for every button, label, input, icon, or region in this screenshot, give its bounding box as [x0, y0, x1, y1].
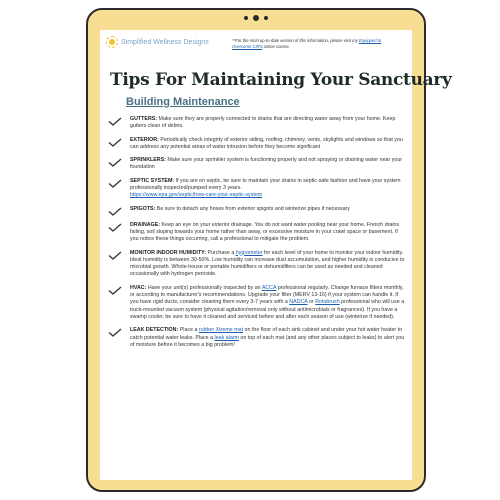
- check-icon: [108, 251, 122, 260]
- list-item: [100, 178, 412, 200]
- page-header: [100, 30, 412, 64]
- note-suffix: online course.: [262, 44, 290, 49]
- document-page: [100, 30, 452, 480]
- list-item: [100, 137, 412, 152]
- hygrometer-link[interactable]: hygrometer: [235, 249, 263, 256]
- note-prefix: **For the most up-to-date version of this information, please visit my: [232, 38, 359, 43]
- item-text: Keep an eye on your exterior drainage. You do not want water pooling near your home, French drains failing, soil sloping towards your home rather than away, or excessive moisture in your crawl space or basement. If you notice these things occurring, call a professional to mitigate the problem.: [130, 221, 400, 243]
- check-icon: [108, 286, 122, 295]
- camera-lens-icon: [253, 15, 259, 21]
- check-icon: [108, 207, 122, 216]
- brand-name: Simplified Wellness Designs: [121, 38, 209, 46]
- item-label: SEPTIC SYSTEM:: [130, 177, 175, 184]
- list-item: MONITOR INDOOR HUMIDITY: Purchase a hygrometer for each level of your home to monitor your indoor humidity. Ideal humidity is between 30-50%. Low humidity can increase dust accumulation, and higher humidity is conducive to microbial growth. Whole-house or portable humidifiers or dehumidifiers can be used as needed and cleaned occasionally with hydrogen peroxide.: [100, 250, 412, 279]
- item-label: GUTTERS:: [130, 116, 158, 122]
- item-label: EXTERIOR:: [130, 136, 159, 143]
- check-icon: [108, 117, 122, 126]
- tips-list: [100, 116, 412, 349]
- list-item: [100, 157, 412, 172]
- nadca-link[interactable]: NADCA: [289, 299, 308, 306]
- list-item: [100, 222, 412, 244]
- item-label: SPIGOTS:: [130, 205, 156, 212]
- check-icon: [108, 179, 122, 188]
- course-link-1[interactable]: Equipped to: [358, 38, 382, 43]
- list-item: LEAK DETECTION: Place a rubber Xtreme mat on the floor of each sink cabinet and under your hot water heater to catch potential water leaks. Place a leak alarm on top of each mat (and any other places subject to leaks) to alert you of moisture before it becomes a big problem!: [100, 327, 412, 349]
- camera-dot-icon: [264, 16, 268, 20]
- item-text: Periodically check integrity of exterior siding, roofing, chimney, vents, skylights and windows so that you can address any potential areas of water intrusion before they become significant: [130, 136, 403, 150]
- check-icon: [108, 328, 122, 337]
- section-heading: Building Maintenance: [126, 96, 240, 108]
- camera-dot-icon: [244, 16, 248, 20]
- list-item: [100, 206, 412, 216]
- item-label: HVAC:: [130, 284, 147, 291]
- acca-link[interactable]: ACCA: [261, 284, 277, 291]
- course-link-2[interactable]: Overcome CIRS: [232, 44, 263, 49]
- item-text: If you are on septic, be sure to maintain your drains in septic-safe fashion and have your system professionally inspected/pumped every 3 years.: [130, 177, 401, 192]
- check-icon: [108, 158, 122, 167]
- page-title: Tips For Maintaining Your Sanctuary: [110, 70, 452, 90]
- item-text: Make sure they are properly connected to drains that are directing water away from your home. Keep gutters clean of debris.: [130, 116, 396, 130]
- camera-dots: [244, 15, 268, 21]
- check-icon: [108, 138, 122, 147]
- update-note: [232, 38, 412, 50]
- sun-icon: [106, 36, 118, 48]
- septic-link[interactable]: https://www.epa.gov/septic/how-care-your-septic-system: [130, 192, 263, 199]
- tablet-frame: [86, 8, 452, 492]
- list-item: [100, 116, 412, 131]
- list-item: HVAC: Have your unit(s) professionally inspected by an ACCA professional regularly. Change furnace filters monthly, or according to manufacturer's recommendations. Upgrade your filter (MERV 13-16) if your system can handle it. If you have rigid ducts, consider cleaning them every 3-7 years with a NADCA or Rotobrush professional who will use a truck-mounted vacuum system (physical agitation/removal only without antimicrobials or fragrances). If you have a swamp cooler, be sure to have it cleaned and serviced before and after each season of use (winterize if needed).: [100, 285, 412, 321]
- xtreme-mat-link[interactable]: rubber Xtreme mat: [198, 327, 244, 334]
- brand-logo: [106, 36, 209, 48]
- item-label: SPRINKLERS:: [130, 157, 166, 164]
- item-label: DRAINAGE:: [130, 221, 161, 228]
- item-label: MONITOR INDOOR HUMIDITY:: [130, 249, 207, 256]
- check-icon: [108, 223, 122, 232]
- rotobrush-link[interactable]: Rotobrush: [315, 299, 340, 306]
- item-text: Be sure to detach any hoses from exterior spigots and winterize pipes if necessary: [155, 205, 350, 212]
- item-label: LEAK DETECTION:: [130, 327, 179, 334]
- item-text: Make sure your sprinkler system is functioning properly and not spraying or draining water near your foundation: [130, 157, 403, 171]
- leak-alarm-link[interactable]: leak alarm: [214, 334, 239, 341]
